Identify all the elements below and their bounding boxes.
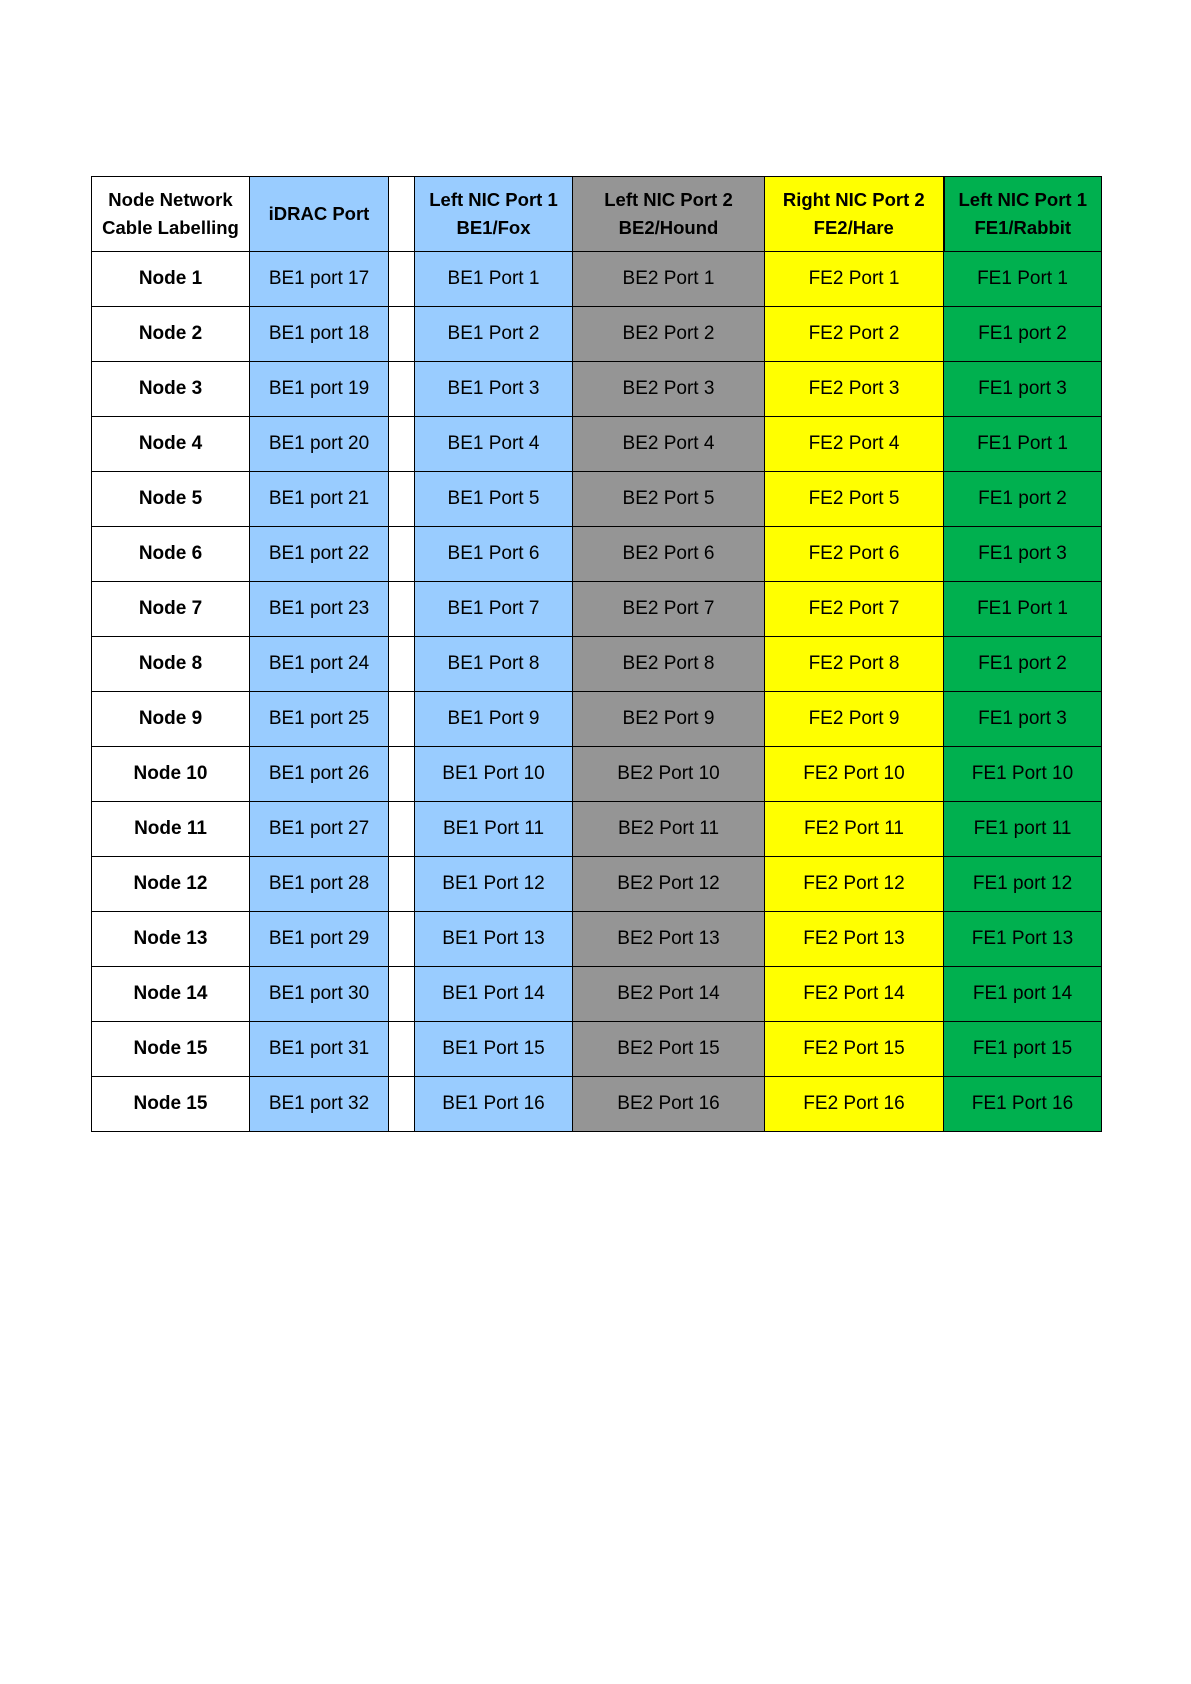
be1-port-cell: BE1 Port 7: [415, 582, 573, 637]
table-row: [92, 692, 1102, 747]
idrac-port-cell: BE1 port 26: [250, 747, 389, 802]
header-node-line-1: Node Network: [108, 189, 233, 210]
fe1-port-cell: FE1 port 12: [944, 857, 1102, 912]
spacer-cell: [389, 417, 415, 472]
fe2-port-cell: FE2 Port 3: [765, 362, 944, 417]
header-right-nic-port-2-fe2: [765, 177, 944, 252]
node-cell: Node 14: [92, 967, 250, 1022]
fe1-port-cell: FE1 port 2: [944, 472, 1102, 527]
header-fe2-line-2: FE2/Hare: [813, 217, 894, 238]
idrac-port-cell: BE1 port 28: [250, 857, 389, 912]
fe1-port-cell: FE1 port 3: [944, 527, 1102, 582]
header-left-nic-port-2-be2: [573, 177, 765, 252]
node-cell: Node 7: [92, 582, 250, 637]
spacer-cell: [389, 857, 415, 912]
header-fe1-line-1: Left NIC Port 1: [958, 189, 1087, 210]
fe2-port-cell: FE2 Port 4: [765, 417, 944, 472]
be2-port-cell: BE2 Port 3: [573, 362, 765, 417]
header-be1-line-1: Left NIC Port 1: [429, 189, 558, 210]
table-row: [92, 582, 1102, 637]
header-node-line-2: Cable Labelling: [102, 217, 239, 238]
table-row: [92, 1022, 1102, 1077]
be2-port-cell: BE2 Port 6: [573, 527, 765, 582]
fe2-port-cell: FE2 Port 16: [765, 1077, 944, 1132]
header-fe1-line-2: FE1/Rabbit: [974, 217, 1072, 238]
idrac-port-cell: BE1 port 24: [250, 637, 389, 692]
spacer-cell: [389, 912, 415, 967]
be2-port-cell: BE2 Port 10: [573, 747, 765, 802]
fe2-port-cell: FE2 Port 10: [765, 747, 944, 802]
fe1-port-cell: FE1 port 15: [944, 1022, 1102, 1077]
table-row: [92, 857, 1102, 912]
be1-port-cell: BE1 Port 2: [415, 307, 573, 362]
table-row: [92, 1077, 1102, 1132]
spacer-cell: [389, 472, 415, 527]
be1-port-cell: BE1 Port 14: [415, 967, 573, 1022]
be2-port-cell: BE2 Port 5: [573, 472, 765, 527]
fe1-port-cell: FE1 port 3: [944, 362, 1102, 417]
node-cell: Node 15: [92, 1022, 250, 1077]
table-row: [92, 472, 1102, 527]
fe1-port-cell: FE1 port 14: [944, 967, 1102, 1022]
node-cell: Node 5: [92, 472, 250, 527]
be1-port-cell: BE1 Port 3: [415, 362, 573, 417]
header-be2-line-1: Left NIC Port 2: [604, 189, 733, 210]
be1-port-cell: BE1 Port 4: [415, 417, 573, 472]
be2-port-cell: BE2 Port 7: [573, 582, 765, 637]
spacer-cell: [389, 307, 415, 362]
be2-port-cell: BE2 Port 1: [573, 252, 765, 307]
table-row: [92, 637, 1102, 692]
header-left-nic-port-1-be1: [415, 177, 573, 252]
idrac-port-cell: BE1 port 22: [250, 527, 389, 582]
spacer-cell: [389, 1077, 415, 1132]
node-cell: Node 4: [92, 417, 250, 472]
header-be2-line-2: BE2/Hound: [618, 217, 719, 238]
fe2-port-cell: FE2 Port 5: [765, 472, 944, 527]
idrac-port-cell: BE1 port 32: [250, 1077, 389, 1132]
spacer-cell: [389, 582, 415, 637]
table-row: [92, 527, 1102, 582]
be1-port-cell: BE1 Port 6: [415, 527, 573, 582]
be2-port-cell: BE2 Port 4: [573, 417, 765, 472]
fe2-port-cell: FE2 Port 14: [765, 967, 944, 1022]
fe2-port-cell: FE2 Port 12: [765, 857, 944, 912]
spacer-cell: [389, 747, 415, 802]
be1-port-cell: BE1 Port 8: [415, 637, 573, 692]
spacer-cell: [389, 252, 415, 307]
be2-port-cell: BE2 Port 16: [573, 1077, 765, 1132]
idrac-port-cell: BE1 port 17: [250, 252, 389, 307]
fe2-port-cell: FE2 Port 7: [765, 582, 944, 637]
fe1-port-cell: FE1 Port 13: [944, 912, 1102, 967]
be1-port-cell: BE1 Port 13: [415, 912, 573, 967]
table-body: [92, 252, 1102, 1132]
be1-port-cell: BE1 Port 1: [415, 252, 573, 307]
be2-port-cell: BE2 Port 13: [573, 912, 765, 967]
be1-port-cell: BE1 Port 10: [415, 747, 573, 802]
node-cell: Node 9: [92, 692, 250, 747]
be2-port-cell: BE2 Port 2: [573, 307, 765, 362]
node-cell: Node 12: [92, 857, 250, 912]
fe1-port-cell: FE1 Port 10: [944, 747, 1102, 802]
spacer-cell: [389, 637, 415, 692]
idrac-port-cell: BE1 port 18: [250, 307, 389, 362]
be1-port-cell: BE1 Port 12: [415, 857, 573, 912]
idrac-port-cell: BE1 port 23: [250, 582, 389, 637]
table-row: [92, 252, 1102, 307]
spacer-cell: [389, 692, 415, 747]
table-row: [92, 802, 1102, 857]
fe2-port-cell: FE2 Port 8: [765, 637, 944, 692]
node-cell: Node 2: [92, 307, 250, 362]
be1-port-cell: BE1 Port 16: [415, 1077, 573, 1132]
be2-port-cell: BE2 Port 14: [573, 967, 765, 1022]
cable-labelling-table: [91, 176, 1102, 1132]
spacer-cell: [389, 1022, 415, 1077]
node-cell: Node 10: [92, 747, 250, 802]
header-left-nic-port-1-fe1: [944, 177, 1102, 252]
idrac-port-cell: BE1 port 25: [250, 692, 389, 747]
header-node-network-cable-labelling: [92, 177, 250, 252]
be1-port-cell: BE1 Port 11: [415, 802, 573, 857]
node-cell: Node 15: [92, 1077, 250, 1132]
spacer-cell: [389, 362, 415, 417]
node-cell: Node 11: [92, 802, 250, 857]
be2-port-cell: BE2 Port 15: [573, 1022, 765, 1077]
fe2-port-cell: FE2 Port 13: [765, 912, 944, 967]
fe2-port-cell: FE2 Port 1: [765, 252, 944, 307]
node-cell: Node 6: [92, 527, 250, 582]
fe1-port-cell: FE1 Port 1: [944, 582, 1102, 637]
idrac-port-cell: BE1 port 31: [250, 1022, 389, 1077]
table-row: [92, 967, 1102, 1022]
header-fe2-line-1: Right NIC Port 2: [782, 189, 925, 210]
header-be1-line-2: BE1/Fox: [456, 217, 531, 238]
fe1-port-cell: FE1 port 11: [944, 802, 1102, 857]
header-idrac-port: [250, 177, 389, 252]
fe1-port-cell: FE1 Port 16: [944, 1077, 1102, 1132]
idrac-port-cell: BE1 port 29: [250, 912, 389, 967]
fe1-port-cell: FE1 port 2: [944, 637, 1102, 692]
fe2-port-cell: FE2 Port 6: [765, 527, 944, 582]
table-row: [92, 912, 1102, 967]
fe2-port-cell: FE2 Port 11: [765, 802, 944, 857]
node-cell: Node 1: [92, 252, 250, 307]
be2-port-cell: BE2 Port 8: [573, 637, 765, 692]
be1-port-cell: BE1 Port 5: [415, 472, 573, 527]
header-idrac-line-1: iDRAC Port: [268, 203, 370, 224]
node-cell: Node 13: [92, 912, 250, 967]
idrac-port-cell: BE1 port 27: [250, 802, 389, 857]
table-row: [92, 307, 1102, 362]
fe2-port-cell: FE2 Port 15: [765, 1022, 944, 1077]
idrac-port-cell: BE1 port 19: [250, 362, 389, 417]
fe2-port-cell: FE2 Port 2: [765, 307, 944, 362]
table-row: [92, 362, 1102, 417]
header-row: [92, 177, 1102, 252]
table-row: [92, 417, 1102, 472]
be2-port-cell: BE2 Port 12: [573, 857, 765, 912]
fe1-port-cell: FE1 port 3: [944, 692, 1102, 747]
spacer-cell: [389, 802, 415, 857]
be1-port-cell: BE1 Port 9: [415, 692, 573, 747]
header-spacer: [389, 177, 415, 252]
idrac-port-cell: BE1 port 30: [250, 967, 389, 1022]
be2-port-cell: BE2 Port 9: [573, 692, 765, 747]
be1-port-cell: BE1 Port 15: [415, 1022, 573, 1077]
idrac-port-cell: BE1 port 20: [250, 417, 389, 472]
fe1-port-cell: FE1 port 2: [944, 307, 1102, 362]
node-cell: Node 8: [92, 637, 250, 692]
fe1-port-cell: FE1 Port 1: [944, 252, 1102, 307]
idrac-port-cell: BE1 port 21: [250, 472, 389, 527]
spacer-cell: [389, 967, 415, 1022]
node-cell: Node 3: [92, 362, 250, 417]
fe1-port-cell: FE1 Port 1: [944, 417, 1102, 472]
table-row: [92, 747, 1102, 802]
be2-port-cell: BE2 Port 11: [573, 802, 765, 857]
spacer-cell: [389, 527, 415, 582]
fe2-port-cell: FE2 Port 9: [765, 692, 944, 747]
